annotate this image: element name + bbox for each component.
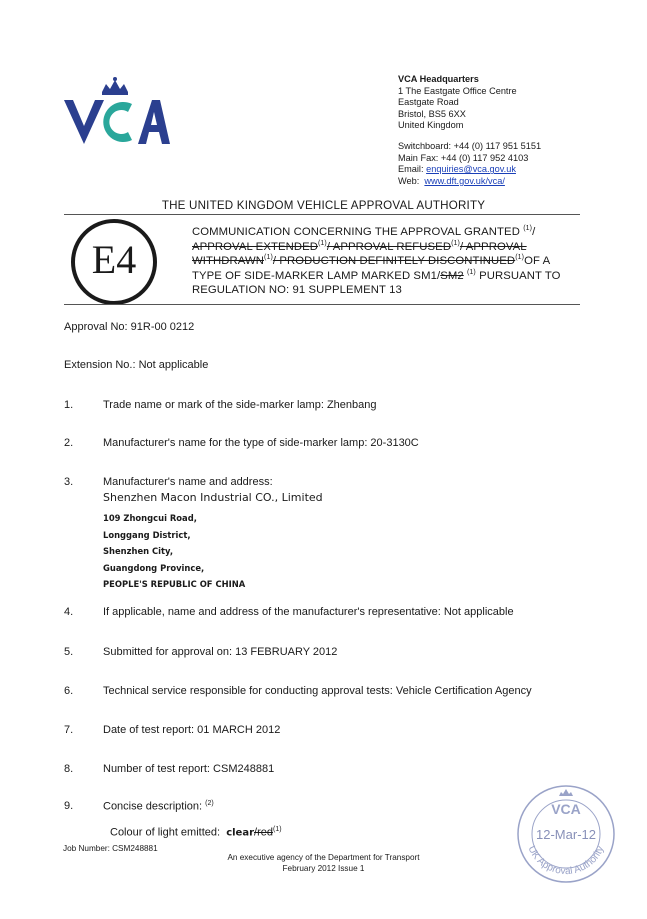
- e-mark: E4: [91, 237, 137, 282]
- job-number: Job Number: CSM248881: [63, 844, 158, 853]
- manufacturer-address: Shenzhen Macon Industrial CO., Limited 109 Zhongcui Road, Longgang District, Shenzhen City, Guangdong Province, PEOPLE'S REPUBLIC OF CHINA: [103, 491, 323, 590]
- address-line: Eastgate Road: [398, 97, 459, 108]
- stamp-date: 12-Mar-12: [536, 827, 596, 842]
- fax: Main Fax: +44 (0) 117 952 4103: [398, 152, 529, 163]
- footer-agency: An executive agency of the Department for Transport February 2012 Issue 1: [227, 853, 420, 873]
- approval-number: Approval No: 91R-00 0212: [64, 321, 195, 333]
- manufacturer-company: Shenzhen Macon Industrial CO., Limited: [103, 491, 323, 504]
- email-link[interactable]: enquiries@vca.gov.uk: [426, 164, 516, 175]
- stamp-logo: VCA: [551, 801, 581, 817]
- extension-number: Extension No.: Not applicable: [64, 359, 209, 371]
- rule-bottom: [64, 304, 580, 305]
- email-label: Email:: [398, 164, 424, 175]
- address-line: Bristol, BS5 6XX: [398, 108, 466, 119]
- colour-of-light: Colour of light emitted: clear/red$^{(1)}$: [110, 826, 282, 839]
- address-line: 1 The Eastgate Office Centre: [398, 85, 517, 96]
- stamp-crown-icon: [559, 789, 573, 796]
- switchboard: Switchboard: +44 (0) 117 951 5151: [398, 140, 542, 151]
- address-line: United Kingdom: [398, 120, 464, 131]
- hq-address-block: [398, 74, 541, 187]
- communication-text: COMMUNICATION CONCERNING THE APPROVAL GRANTED $^{(1)}$/ APPROVAL EXTENDED$^{(1)}$/ APPROVAL REFUSED$^{(1)}$/ APPROVAL WITHDRAWN$^{(1)}$/ PRODUCTION DEFINITELY DISCONTINUED$^{(1)}$OF A TYPE OF SIDE-MARKER LAMP MARKED SM1/SM2 $^{(1)}$ PURSUANT TO REGULATION NO: 91 SUPPLEMENT 13: [192, 225, 561, 297]
- web-label: Web:: [398, 175, 420, 186]
- hq-title: VCA Headquarters: [398, 74, 479, 84]
- web-link[interactable]: www.dft.gov.uk/vca/: [424, 175, 505, 186]
- crown-icon: [102, 77, 128, 95]
- authority-title: THE UNITED KINGDOM VEHICLE APPROVAL AUTHORITY: [161, 199, 486, 212]
- stamp-ring-text: UK Approval Authority: [525, 844, 607, 878]
- vca-logo: [62, 74, 170, 150]
